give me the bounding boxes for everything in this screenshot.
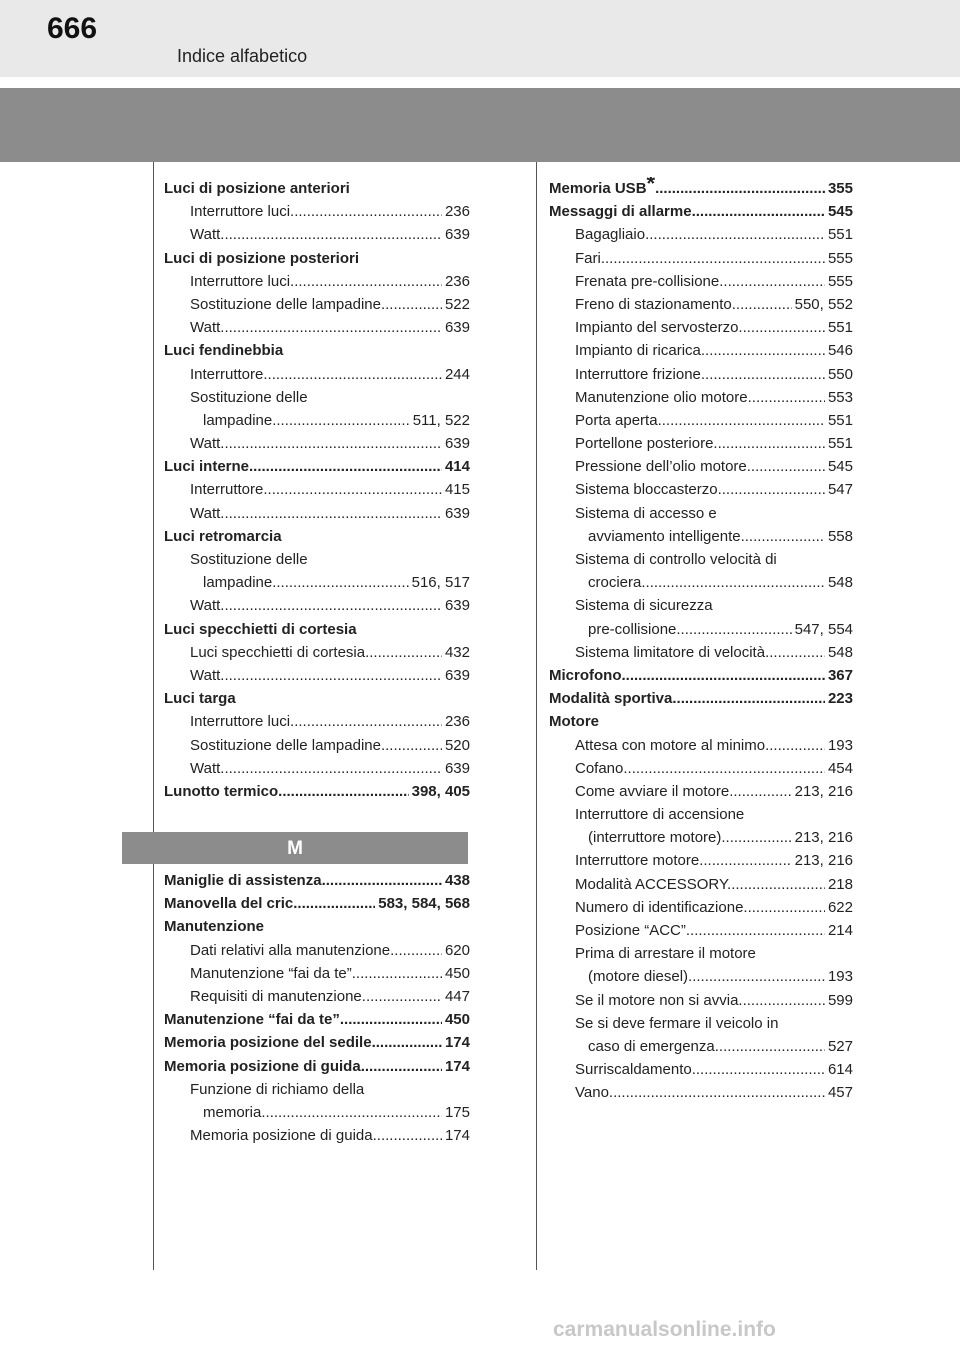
index-subentry — [164, 363, 470, 386]
entry-label: Maniglie di assistenza ..... — [164, 872, 470, 889]
page-ref: 639 — [442, 316, 470, 339]
entry-label: Frenata pre-collisione ..... — [575, 273, 853, 290]
index-subentry — [549, 803, 853, 826]
index-subentry — [549, 641, 853, 664]
entry-label: crociera ..... — [588, 574, 853, 591]
page-ref: 639 — [442, 502, 470, 525]
page-ref: 415 — [442, 478, 470, 501]
header-band — [0, 88, 960, 162]
index-subentry — [164, 1078, 470, 1101]
index-subentry — [549, 525, 853, 548]
page-ref: 511, 522 — [410, 409, 470, 432]
entry-label: Interruttore frizione ..... — [575, 366, 853, 383]
page-ref: 639 — [442, 223, 470, 246]
index-entry — [164, 455, 470, 478]
entry-label: Modalità sportiva ..... — [549, 690, 853, 707]
page-ref: 548 — [825, 571, 853, 594]
center-column-rule — [536, 162, 537, 1270]
index-subentry — [549, 989, 853, 1012]
index-subentry — [164, 571, 470, 594]
index-subentry — [549, 478, 853, 501]
page-ref: 447 — [442, 985, 470, 1008]
index-subentry — [549, 548, 853, 571]
entry-label: Luci targa — [164, 690, 236, 708]
entry-label: lampadine ..... — [203, 412, 470, 429]
entry-label: Luci interne ..... — [164, 458, 470, 475]
entry-label: Sistema di accesso e — [575, 504, 717, 522]
entry-label: Interruttore luci ..... — [190, 273, 470, 290]
index-entry — [164, 177, 470, 200]
entry-label: Lunotto termico ..... — [164, 783, 470, 800]
entry-label: Sostituzione delle — [190, 388, 308, 406]
index-entry — [549, 710, 853, 733]
entry-label: Se il motore non si avvia ..... — [575, 992, 853, 1009]
entry-label: Manutenzione — [164, 918, 264, 936]
page-ref: 639 — [442, 664, 470, 687]
index-entry — [164, 1008, 470, 1031]
page-ref: 639 — [442, 757, 470, 780]
index-subentry — [164, 962, 470, 985]
page-ref: 193 — [825, 965, 853, 988]
left-margin-rule — [153, 162, 154, 1270]
index-subentry — [549, 826, 853, 849]
page-ref: 174 — [442, 1031, 470, 1054]
entry-label: avviamento intelligente ..... — [588, 528, 853, 545]
entry-label: Interruttore luci ..... — [190, 713, 470, 730]
entry-label: Numero di identificazione ..... — [575, 899, 853, 916]
page-ref: 175 — [442, 1101, 470, 1124]
index-subentry — [164, 1124, 470, 1147]
entry-label: Luci specchietti di cortesia — [164, 620, 357, 638]
page-ref: 236 — [442, 270, 470, 293]
index-subentry — [164, 985, 470, 1008]
entry-label: Impianto di ricarica ..... — [575, 342, 853, 359]
entry-label: Manovella del cric ..... — [164, 895, 470, 912]
index-subentry — [549, 849, 853, 872]
index-entry — [164, 1055, 470, 1078]
page-ref: 450 — [442, 962, 470, 985]
index-subentry — [549, 734, 853, 757]
entry-label: Interruttore luci ..... — [190, 203, 470, 220]
index-subentry — [164, 478, 470, 501]
index-entry — [164, 247, 470, 270]
index-subentry — [164, 641, 470, 664]
index-subentry — [164, 386, 470, 409]
entry-label: memoria ..... — [203, 1104, 470, 1121]
index-subentry — [549, 223, 853, 246]
entry-label: Messaggi di allarme ..... — [549, 203, 853, 220]
page-ref: 214 — [825, 919, 853, 942]
entry-label: Vano ..... — [575, 1084, 853, 1101]
entry-label: Luci retromarcia — [164, 527, 282, 545]
page-ref: 213, 216 — [792, 780, 853, 803]
page-ref: 244 — [442, 363, 470, 386]
page-ref: 555 — [825, 247, 853, 270]
entry-label: Surriscaldamento ..... — [575, 1061, 853, 1078]
page-ref: 551 — [825, 432, 853, 455]
index-subentry — [549, 965, 853, 988]
index-entry — [164, 869, 470, 892]
page-ref: 639 — [442, 432, 470, 455]
entry-label: lampadine ..... — [203, 574, 470, 591]
index-subentry — [549, 432, 853, 455]
section-title: Indice alfabetico — [177, 46, 308, 66]
index-subentry — [164, 316, 470, 339]
entry-label: Manutenzione “fai da te” ..... — [164, 1011, 470, 1028]
entry-label: Watt ..... — [190, 319, 470, 336]
entry-label: Dati relativi alla manutenzione ..... — [190, 942, 470, 959]
entry-label: Sistema limitatore di velocità ..... — [575, 644, 853, 661]
entry-label: Interruttore ..... — [190, 481, 470, 498]
index-subentry — [549, 873, 853, 896]
entry-label: Modalità ACCESSORY ..... — [575, 876, 853, 893]
page-ref: 414 — [442, 455, 470, 478]
footnote-asterisk: * — [646, 177, 656, 196]
entry-label: Motore — [549, 713, 599, 731]
entry-label: Requisiti di manutenzione ..... — [190, 988, 470, 1005]
index-subentry — [549, 1012, 853, 1035]
index-entry — [164, 1031, 470, 1054]
index-subentry — [549, 1035, 853, 1058]
entry-label: Interruttore ..... — [190, 366, 470, 383]
index-subentry — [549, 1058, 853, 1081]
page-ref: 620 — [442, 939, 470, 962]
index-subentry — [549, 571, 853, 594]
index-subentry — [549, 780, 853, 803]
index-subentry — [164, 409, 470, 432]
index-subentry — [164, 200, 470, 223]
index-column-right — [549, 177, 853, 1105]
page-ref: 555 — [825, 270, 853, 293]
page-ref: 546 — [825, 339, 853, 362]
page-ref: 547 — [825, 478, 853, 501]
header-bar — [0, 0, 960, 77]
index-subentry — [164, 710, 470, 733]
entry-label: Porta aperta ..... — [575, 412, 853, 429]
entry-label: Cofano ..... — [575, 760, 853, 777]
index-entry — [549, 200, 853, 223]
index-subentry — [549, 942, 853, 965]
index-entry — [164, 687, 470, 710]
entry-label: Sostituzione delle — [190, 551, 308, 568]
page-ref: 520 — [442, 734, 470, 757]
page-ref: 548 — [825, 641, 853, 664]
index-subentry — [549, 594, 853, 617]
entry-label: Watt ..... — [190, 435, 470, 452]
index-subentry — [549, 618, 853, 641]
entry-label: Manutenzione “fai da te” ..... — [190, 965, 470, 982]
index-entry — [549, 177, 853, 200]
index-subentry — [549, 293, 853, 316]
page-ref: 551 — [825, 316, 853, 339]
page-ref: 218 — [825, 873, 853, 896]
index-subentry — [164, 1101, 470, 1124]
page-ref: 547, 554 — [792, 618, 853, 641]
index-subentry — [164, 664, 470, 687]
page-ref: 551 — [825, 409, 853, 432]
entry-label: Pressione dell’olio motore ..... — [575, 458, 853, 475]
index-subentry — [549, 270, 853, 293]
entry-label: Posizione “ACC” ..... — [575, 922, 853, 939]
page-ref: 367 — [825, 664, 853, 687]
page-ref: 450 — [442, 1008, 470, 1031]
page-ref: 174 — [442, 1055, 470, 1078]
entry-label: Freno di stazionamento ..... — [575, 296, 853, 313]
watermark: carmanualsonline.info — [553, 1318, 776, 1341]
page-ref: 622 — [825, 896, 853, 919]
index-entry — [164, 525, 470, 548]
page-ref: 193 — [825, 734, 853, 757]
index-subentry — [549, 502, 853, 525]
page-ref: 551 — [825, 223, 853, 246]
page-ref: 223 — [825, 687, 853, 710]
page-ref: 454 — [825, 757, 853, 780]
index-entry — [164, 892, 470, 915]
entry-label: Sostituzione delle lampadine ..... — [190, 737, 470, 754]
entry-label: (interruttore motore) ..... — [588, 829, 853, 846]
entry-label: Watt ..... — [190, 505, 470, 522]
entry-label: Memoria USB* ..... — [549, 180, 853, 197]
entry-label: Memoria posizione del sedile ..... — [164, 1034, 470, 1051]
index-subentry — [549, 409, 853, 432]
entry-label: Funzione di richiamo della — [190, 1080, 365, 1098]
entry-label: Luci specchietti di cortesia ..... — [190, 644, 470, 661]
page-ref: 545 — [825, 455, 853, 478]
entry-label: Prima di arrestare il motore — [575, 945, 756, 963]
entry-label: (motore diesel) ..... — [588, 968, 853, 985]
entry-label: Sostituzione delle lampadine ..... — [190, 296, 470, 313]
entry-label: Watt ..... — [190, 226, 470, 243]
index-subentry — [164, 293, 470, 316]
index-subentry — [164, 432, 470, 455]
index-subentry — [164, 757, 470, 780]
page-ref: 550, 552 — [792, 293, 853, 316]
index-subentry — [164, 939, 470, 962]
index-subentry — [549, 757, 853, 780]
entry-label: Fari ..... — [575, 250, 853, 267]
index-entry — [164, 618, 470, 641]
letter-divider-m: M — [122, 832, 468, 864]
index-subentry — [164, 734, 470, 757]
index-entry — [549, 664, 853, 687]
index-subentry — [164, 594, 470, 617]
entry-label: Manutenzione olio motore ..... — [575, 389, 853, 406]
page-ref: 236 — [442, 710, 470, 733]
index-entry — [164, 780, 470, 803]
index-subentry — [549, 919, 853, 942]
index-subentry — [164, 270, 470, 293]
index-subentry — [549, 896, 853, 919]
entry-label: Sistema di controllo velocità di — [575, 551, 777, 568]
page-ref: 639 — [442, 594, 470, 617]
entry-label: pre-collisione ..... — [588, 621, 853, 638]
entry-label: Watt ..... — [190, 667, 470, 684]
entry-label: Attesa con motore al minimo ..... — [575, 737, 853, 754]
entry-label: Watt ..... — [190, 760, 470, 777]
page-ref: 550 — [825, 363, 853, 386]
entry-label: Interruttore motore ..... — [575, 852, 853, 869]
page-ref: 527 — [825, 1035, 853, 1058]
page-ref: 355 — [825, 177, 853, 200]
entry-label: Memoria posizione di guida ..... — [190, 1127, 470, 1144]
index-entry — [164, 339, 470, 362]
entry-label: Interruttore di accensione — [575, 806, 745, 824]
page-ref: 398, 405 — [409, 780, 470, 803]
page-ref: 545 — [825, 200, 853, 223]
page-ref: 236 — [442, 200, 470, 223]
index-subentry — [549, 1081, 853, 1104]
entry-label: Impianto del servosterzo ..... — [575, 319, 853, 336]
page-ref: 558 — [825, 525, 853, 548]
entry-label: Sistema bloccasterzo ..... — [575, 481, 853, 498]
index-entry — [549, 687, 853, 710]
page-ref: 457 — [825, 1081, 853, 1104]
page-ref: 583, 584, 568 — [375, 892, 470, 915]
page-ref: 614 — [825, 1058, 853, 1081]
page-number: 666 — [47, 12, 98, 45]
entry-label: Come avviare il motore ..... — [575, 783, 853, 800]
entry-label: Memoria posizione di guida ..... — [164, 1058, 470, 1075]
entry-label: Bagagliaio ..... — [575, 226, 853, 243]
page-ref: 516, 517 — [409, 571, 470, 594]
page-ref: 553 — [825, 386, 853, 409]
index-entry — [164, 915, 470, 938]
page-ref: 432 — [442, 641, 470, 664]
entry-label: Luci di posizione posteriori — [164, 249, 360, 267]
page-ref: 213, 216 — [792, 849, 853, 872]
entry-label: Se si deve fermare il veicolo in — [575, 1014, 779, 1032]
index-subentry — [549, 316, 853, 339]
index-subentry — [549, 363, 853, 386]
index-subentry — [549, 455, 853, 478]
page-ref: 174 — [442, 1124, 470, 1147]
entry-label: Portellone posteriore ..... — [575, 435, 853, 452]
index-subentry — [164, 548, 470, 571]
index-subentry — [164, 502, 470, 525]
entry-label: Microfono ..... — [549, 667, 853, 684]
page-ref: 522 — [442, 293, 470, 316]
page-ref: 438 — [442, 869, 470, 892]
entry-label: caso di emergenza ..... — [588, 1038, 853, 1055]
index-column-left-top — [164, 177, 470, 803]
index-subentry — [549, 339, 853, 362]
page-ref: 599 — [825, 989, 853, 1012]
index-subentry — [549, 247, 853, 270]
entry-label: Luci di posizione anteriori — [164, 180, 350, 197]
page-ref: 213, 216 — [792, 826, 853, 849]
index-column-left-bottom — [164, 869, 470, 1147]
entry-label: Watt ..... — [190, 597, 470, 614]
entry-label: Luci fendinebbia — [164, 342, 284, 360]
index-subentry — [164, 223, 470, 246]
index-subentry — [549, 386, 853, 409]
entry-label: Sistema di sicurezza — [575, 597, 713, 615]
